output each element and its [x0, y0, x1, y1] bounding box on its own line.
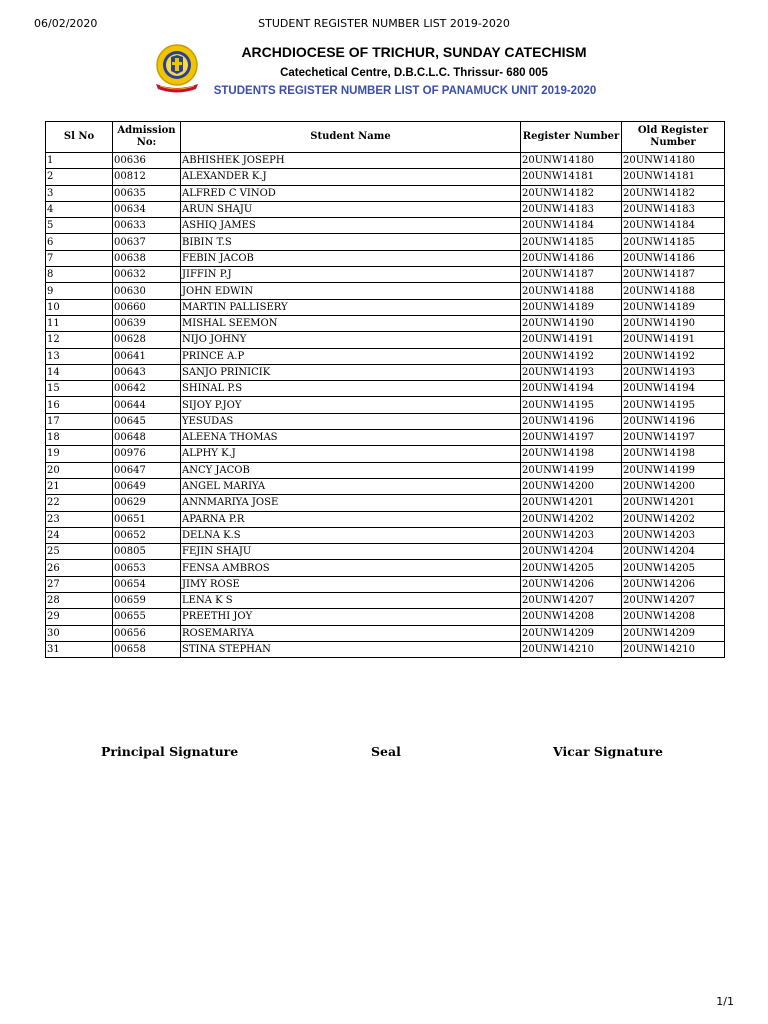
cell-old-register-number: 20UNW14201 — [622, 495, 725, 511]
table-row — [46, 544, 725, 560]
cell-student-name: FEBIN JACOB — [181, 250, 521, 266]
table-row — [46, 332, 725, 348]
cell-student-name: SHINAL P.S — [181, 381, 521, 397]
cell-sl-no: 5 — [46, 218, 113, 234]
cell-register-number: 20UNW14191 — [521, 332, 622, 348]
cell-register-number: 20UNW14197 — [521, 430, 622, 446]
cell-register-number: 20UNW14192 — [521, 348, 622, 364]
table-row — [46, 625, 725, 641]
cell-student-name: ANCY JACOB — [181, 462, 521, 478]
cell-student-name: ASHIQ JAMES — [181, 218, 521, 234]
cell-old-register-number: 20UNW14205 — [622, 560, 725, 576]
cell-student-name: PREETHI JOY — [181, 609, 521, 625]
cell-sl-no: 3 — [46, 185, 113, 201]
catechism-emblem-logo — [152, 42, 202, 96]
cell-admission-no: 00655 — [113, 609, 181, 625]
cell-student-name: ABHISHEK JOSEPH — [181, 153, 521, 169]
cell-old-register-number: 20UNW14198 — [622, 446, 725, 462]
cell-old-register-number: 20UNW14207 — [622, 593, 725, 609]
cell-student-name: YESUDAS — [181, 413, 521, 429]
cell-sl-no: 13 — [46, 348, 113, 364]
cell-register-number: 20UNW14198 — [521, 446, 622, 462]
cell-old-register-number: 20UNW14190 — [622, 315, 725, 331]
cell-sl-no: 28 — [46, 593, 113, 609]
cell-admission-no: 00630 — [113, 283, 181, 299]
cell-admission-no: 00635 — [113, 185, 181, 201]
table-row — [46, 153, 725, 169]
cell-old-register-number: 20UNW14180 — [622, 153, 725, 169]
cell-admission-no: 00648 — [113, 430, 181, 446]
cell-old-register-number: 20UNW14183 — [622, 201, 725, 217]
cell-sl-no: 8 — [46, 267, 113, 283]
cell-student-name: ALFRED C VINOD — [181, 185, 521, 201]
cell-student-name: SIJOY P.JOY — [181, 397, 521, 413]
cell-sl-no: 9 — [46, 283, 113, 299]
page-number: 1/1 — [716, 995, 734, 1008]
principal-signature-label: Principal Signature — [101, 744, 239, 759]
table-row — [46, 250, 725, 266]
list-title: STUDENTS REGISTER NUMBER LIST OF PANAMUCK UNIT 2019-2020 — [213, 85, 597, 97]
table-row — [46, 478, 725, 494]
cell-admission-no: 00653 — [113, 560, 181, 576]
cell-admission-no: 00652 — [113, 527, 181, 543]
cell-sl-no: 23 — [46, 511, 113, 527]
cell-admission-no: 00644 — [113, 397, 181, 413]
cell-register-number: 20UNW14204 — [521, 544, 622, 560]
cell-admission-no: 00805 — [113, 544, 181, 560]
cell-student-name: DELNA K.S — [181, 527, 521, 543]
cell-admission-no: 00636 — [113, 153, 181, 169]
table-row — [46, 593, 725, 609]
cell-register-number: 20UNW14193 — [521, 364, 622, 380]
cell-admission-no: 00632 — [113, 267, 181, 283]
cell-register-number: 20UNW14205 — [521, 560, 622, 576]
organization-title: ARCHDIOCESE OF TRICHUR, SUNDAY CATECHISM — [241, 44, 587, 60]
cell-student-name: LENA K S — [181, 593, 521, 609]
table-row — [46, 462, 725, 478]
cell-admission-no: 00645 — [113, 413, 181, 429]
cell-sl-no: 21 — [46, 478, 113, 494]
table-row — [46, 315, 725, 331]
cell-admission-no: 00812 — [113, 169, 181, 185]
cell-register-number: 20UNW14196 — [521, 413, 622, 429]
cell-register-number: 20UNW14184 — [521, 218, 622, 234]
cell-admission-no: 00651 — [113, 511, 181, 527]
cell-register-number: 20UNW14208 — [521, 609, 622, 625]
cell-old-register-number: 20UNW14194 — [622, 381, 725, 397]
cell-register-number: 20UNW14186 — [521, 250, 622, 266]
cell-old-register-number: 20UNW14184 — [622, 218, 725, 234]
cell-register-number: 20UNW14190 — [521, 315, 622, 331]
table-body — [46, 153, 725, 658]
cell-admission-no: 00659 — [113, 593, 181, 609]
cell-register-number: 20UNW14200 — [521, 478, 622, 494]
organization-address: Catechetical Centre, D.B.C.L.C. Thrissur- 680 005 — [280, 67, 548, 79]
cell-admission-no: 00634 — [113, 201, 181, 217]
cell-sl-no: 24 — [46, 527, 113, 543]
cell-sl-no: 15 — [46, 381, 113, 397]
cell-admission-no: 00643 — [113, 364, 181, 380]
cell-sl-no: 25 — [46, 544, 113, 560]
cell-student-name: MISHAL SEEMON — [181, 315, 521, 331]
cell-student-name: ALEXANDER K.J — [181, 169, 521, 185]
cell-old-register-number: 20UNW14191 — [622, 332, 725, 348]
cell-student-name: JIMY ROSE — [181, 576, 521, 592]
cell-register-number: 20UNW14209 — [521, 625, 622, 641]
cell-register-number: 20UNW14202 — [521, 511, 622, 527]
cell-admission-no: 00639 — [113, 315, 181, 331]
table-row — [46, 609, 725, 625]
cell-register-number: 20UNW14181 — [521, 169, 622, 185]
cell-sl-no: 11 — [46, 315, 113, 331]
cell-old-register-number: 20UNW14209 — [622, 625, 725, 641]
table-row — [46, 397, 725, 413]
cell-student-name: STINA STEPHAN — [181, 641, 521, 657]
cell-register-number: 20UNW14206 — [521, 576, 622, 592]
cell-register-number: 20UNW14183 — [521, 201, 622, 217]
table-row — [46, 364, 725, 380]
cell-student-name: FENSA AMBROS — [181, 560, 521, 576]
cell-admission-no: 00633 — [113, 218, 181, 234]
cell-sl-no: 20 — [46, 462, 113, 478]
cell-sl-no: 19 — [46, 446, 113, 462]
cell-register-number: 20UNW14195 — [521, 397, 622, 413]
table-row — [46, 169, 725, 185]
cell-register-number: 20UNW14210 — [521, 641, 622, 657]
cell-sl-no: 1 — [46, 153, 113, 169]
table-row — [46, 495, 725, 511]
cell-admission-no: 00628 — [113, 332, 181, 348]
cell-student-name: ROSEMARIYA — [181, 625, 521, 641]
print-date: 06/02/2020 — [34, 17, 98, 30]
cell-old-register-number: 20UNW14181 — [622, 169, 725, 185]
cell-admission-no: 00637 — [113, 234, 181, 250]
cell-old-register-number: 20UNW14192 — [622, 348, 725, 364]
cell-sl-no: 16 — [46, 397, 113, 413]
cell-student-name: PRINCE A.P — [181, 348, 521, 364]
column-header-register-number: Register Number — [521, 122, 622, 153]
table-row — [46, 576, 725, 592]
cell-register-number: 20UNW14194 — [521, 381, 622, 397]
cell-student-name: ANGEL MARIYA — [181, 478, 521, 494]
table-row — [46, 413, 725, 429]
document-header-title: STUDENT REGISTER NUMBER LIST 2019-2020 — [258, 17, 510, 30]
cell-admission-no: 00647 — [113, 462, 181, 478]
cell-sl-no: 17 — [46, 413, 113, 429]
cell-student-name: ALPHY K.J — [181, 446, 521, 462]
cell-sl-no: 12 — [46, 332, 113, 348]
cell-register-number: 20UNW14188 — [521, 283, 622, 299]
cell-admission-no: 00629 — [113, 495, 181, 511]
cell-old-register-number: 20UNW14203 — [622, 527, 725, 543]
cell-old-register-number: 20UNW14182 — [622, 185, 725, 201]
cell-student-name: JIFFIN P.J — [181, 267, 521, 283]
cell-admission-no: 00976 — [113, 446, 181, 462]
cell-admission-no: 00641 — [113, 348, 181, 364]
seal-label: Seal — [371, 744, 401, 759]
table-row — [46, 527, 725, 543]
cell-old-register-number: 20UNW14187 — [622, 267, 725, 283]
cell-old-register-number: 20UNW14188 — [622, 283, 725, 299]
cell-old-register-number: 20UNW14202 — [622, 511, 725, 527]
cell-old-register-number: 20UNW14199 — [622, 462, 725, 478]
cell-admission-no: 00638 — [113, 250, 181, 266]
table-row — [46, 348, 725, 364]
cell-register-number: 20UNW14201 — [521, 495, 622, 511]
cell-old-register-number: 20UNW14185 — [622, 234, 725, 250]
cell-sl-no: 10 — [46, 299, 113, 315]
cell-admission-no: 00656 — [113, 625, 181, 641]
column-header-sl-no: Sl No — [46, 122, 113, 153]
table-row — [46, 234, 725, 250]
cell-old-register-number: 20UNW14196 — [622, 413, 725, 429]
cell-admission-no: 00660 — [113, 299, 181, 315]
column-header-admission-no: Admission No: — [113, 122, 181, 153]
cell-sl-no: 29 — [46, 609, 113, 625]
cell-old-register-number: 20UNW14197 — [622, 430, 725, 446]
cell-sl-no: 18 — [46, 430, 113, 446]
cell-register-number: 20UNW14185 — [521, 234, 622, 250]
table-row — [46, 185, 725, 201]
table-row — [46, 381, 725, 397]
cell-student-name: MARTIN PALLISERY — [181, 299, 521, 315]
table-row — [46, 511, 725, 527]
cell-register-number: 20UNW14199 — [521, 462, 622, 478]
table-row — [46, 299, 725, 315]
cell-register-number: 20UNW14182 — [521, 185, 622, 201]
cell-old-register-number: 20UNW14189 — [622, 299, 725, 315]
table-row — [46, 218, 725, 234]
cell-sl-no: 31 — [46, 641, 113, 657]
cell-old-register-number: 20UNW14195 — [622, 397, 725, 413]
cell-old-register-number: 20UNW14206 — [622, 576, 725, 592]
table-row — [46, 446, 725, 462]
cell-register-number: 20UNW14180 — [521, 153, 622, 169]
cell-student-name: BIBIN T.S — [181, 234, 521, 250]
vicar-signature-label: Vicar Signature — [553, 744, 663, 759]
cell-admission-no: 00654 — [113, 576, 181, 592]
cell-old-register-number: 20UNW14200 — [622, 478, 725, 494]
cell-sl-no: 22 — [46, 495, 113, 511]
register-table — [45, 121, 725, 658]
cell-student-name: NIJO JOHNY — [181, 332, 521, 348]
cell-old-register-number: 20UNW14186 — [622, 250, 725, 266]
table-header-row — [46, 122, 725, 153]
cell-admission-no: 00642 — [113, 381, 181, 397]
cell-sl-no: 27 — [46, 576, 113, 592]
table-row — [46, 201, 725, 217]
cell-register-number: 20UNW14189 — [521, 299, 622, 315]
cell-sl-no: 14 — [46, 364, 113, 380]
table-row — [46, 283, 725, 299]
cell-register-number: 20UNW14207 — [521, 593, 622, 609]
column-header-student-name: Student Name — [181, 122, 521, 153]
cell-sl-no: 7 — [46, 250, 113, 266]
table-row — [46, 560, 725, 576]
cell-sl-no: 26 — [46, 560, 113, 576]
column-header-old-register-number: Old Register Number — [622, 122, 725, 153]
cell-admission-no: 00658 — [113, 641, 181, 657]
table-row — [46, 641, 725, 657]
cell-old-register-number: 20UNW14208 — [622, 609, 725, 625]
cell-student-name: ARUN SHAJU — [181, 201, 521, 217]
cell-student-name: ANNMARIYA JOSE — [181, 495, 521, 511]
cell-old-register-number: 20UNW14204 — [622, 544, 725, 560]
table-row — [46, 430, 725, 446]
cell-sl-no: 6 — [46, 234, 113, 250]
cell-student-name: APARNA P.R — [181, 511, 521, 527]
cell-admission-no: 00649 — [113, 478, 181, 494]
cell-student-name: FEJIN SHAJU — [181, 544, 521, 560]
cell-sl-no: 4 — [46, 201, 113, 217]
table-row — [46, 267, 725, 283]
cell-student-name: SANJO PRINICIK — [181, 364, 521, 380]
cell-student-name: JOHN EDWIN — [181, 283, 521, 299]
cell-old-register-number: 20UNW14193 — [622, 364, 725, 380]
cell-register-number: 20UNW14187 — [521, 267, 622, 283]
cell-register-number: 20UNW14203 — [521, 527, 622, 543]
cell-sl-no: 2 — [46, 169, 113, 185]
cell-student-name: ALEENA THOMAS — [181, 430, 521, 446]
cell-sl-no: 30 — [46, 625, 113, 641]
cell-old-register-number: 20UNW14210 — [622, 641, 725, 657]
